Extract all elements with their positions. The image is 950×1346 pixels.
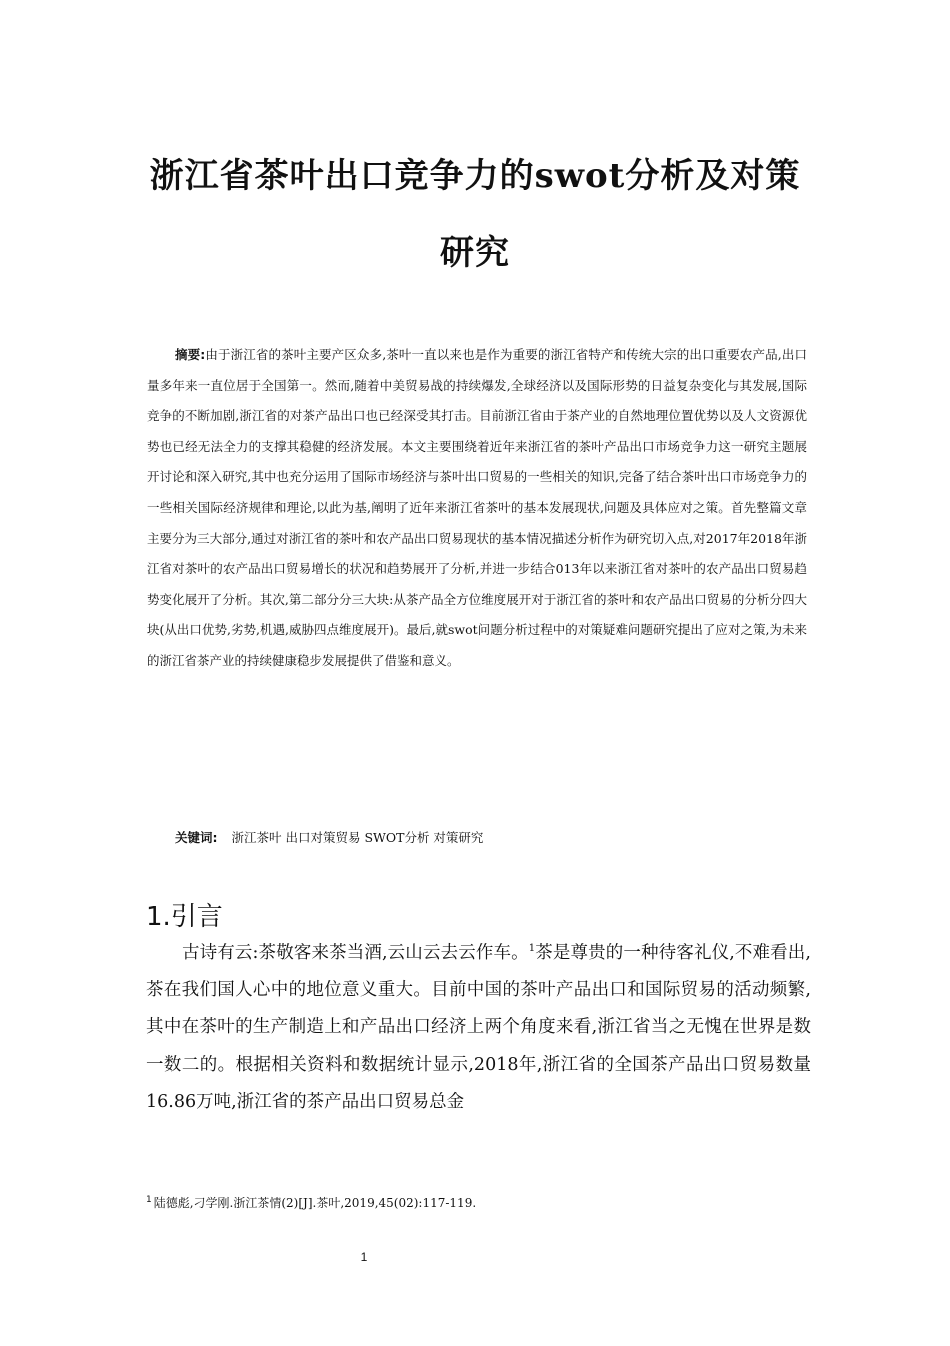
abstract-label: 摘要: bbox=[175, 347, 206, 362]
page-number: 1 bbox=[360, 1250, 368, 1264]
section-heading-introduction: 1.引言 bbox=[146, 902, 223, 932]
paper-title-line-2: 研究 bbox=[440, 233, 510, 273]
keywords-line bbox=[175, 823, 483, 853]
keywords-value: 浙江茶叶 出口对策贸易 SWOT分析 对策研究 bbox=[231, 830, 484, 845]
keywords-label: 关键词: bbox=[175, 830, 218, 845]
footnote-number: 1 bbox=[146, 1195, 152, 1205]
footnote bbox=[146, 1194, 476, 1211]
footnote-reference[interactable]: 1 bbox=[528, 943, 536, 955]
introduction-text-part-2: 茶是尊贵的一种待客礼仪,不难看出,茶在我们国人心中的地位意义重大。目前中国的茶叶产品出口和国际贸易的活动频繁,其中在茶叶的生产制造上和产品出口经济上两个角度来看,浙江省当之无愧在世界是数一数二的。根据相关资料和数据统计显示,2018年,浙江省的全国茶产品出口贸易数量16.86万吨,浙江省的茶产品出口贸易总金 bbox=[146, 943, 812, 1112]
footnote-text: 陆德彪,刁学刚.浙江茶情(2)[J].茶叶,2019,45(02):117-119. bbox=[153, 1196, 477, 1210]
abstract-paragraph bbox=[147, 340, 807, 677]
introduction-paragraph bbox=[146, 935, 811, 1121]
footnote-separator bbox=[146, 1180, 336, 1181]
paper-title-line-1: 浙江省茶叶出口竞争力的swot分析及对策 bbox=[149, 156, 801, 196]
introduction-text-part-1: 古诗有云:茶敬客来茶当酒,云山云去云作车。 bbox=[182, 943, 529, 963]
abstract-text: 由于浙江省的茶叶主要产区众多,茶叶一直以来也是作为重要的浙江省特产和传统大宗的出口重要农产品,出口量多年来一直位居于全国第一。然而,随着中美贸易战的持续爆发,全球经济以及国际形势的日益复杂变化与其发展,国际竞争的不断加剧,浙江省的对茶产品出口也已经深受其打击。目前浙江省由于茶产业的自然地理位置优势以及人文资源优势也已经无法全力的支撑其稳健的经济发展。本文主要围绕着近年来浙江省的茶叶产品出口市场竞争力这一研究主题展开讨论和深入研究,其中也充分运用了国际市场经济与茶叶出口贸易的一些相关的知识,完备了结合茶叶出口市场竞争力的一些相关国际经济规律和理论,以此为基,阐明了近年来浙江省茶叶的基本发展现状,问题及具体应对之策。首先整篇文章主要分为三大部分,通过对浙江省的茶叶和农产品出口贸易现状的基本情况描述分析作为研究切入点,对2017年2018年浙江省对茶叶的农产品出口贸易增长的状况和趋势展开了分析,并进一步结合013年以来浙江省对茶叶的农产品出口贸易趋势变化展开了分析。其次,第二部分分三大块:从茶产品全方位维度展开对于浙江省的茶叶和农产品出口贸易的分析分四大块(从出口优势,劣势,机遇,威胁四点维度展开)。最后,就swot问题分析过程中的对策疑难问题研究提出了应对之策,为未来的浙江省茶产业的持续健康稳步发展提供了借鉴和意义。 bbox=[147, 347, 808, 668]
